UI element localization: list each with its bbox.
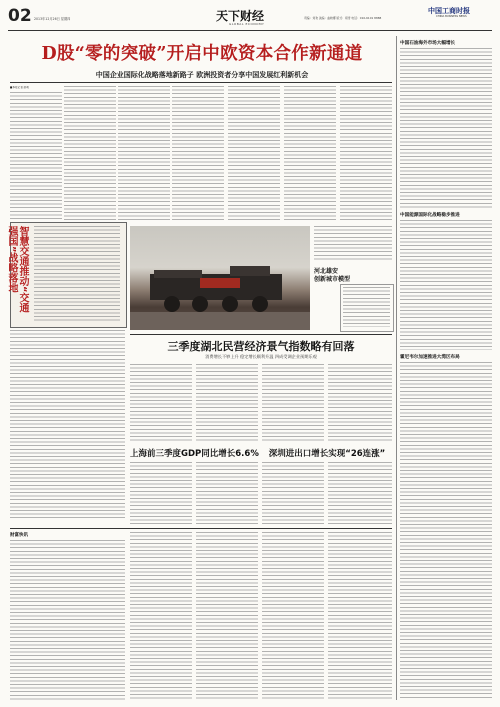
right-box3-text (400, 362, 492, 700)
photo-right-text (314, 226, 392, 262)
paper-name: 中国工商时报 (428, 7, 470, 15)
mid-rule-top (130, 334, 392, 335)
masthead (8, 6, 492, 36)
right-box1-title: 中国石油海外市场大幅增长 (400, 41, 456, 46)
photo-caption-sub: 创新城市模型 (314, 276, 351, 283)
paper-name-en: CHINA BUSINESS NEWS (436, 15, 467, 18)
mid-text-col4 (328, 364, 392, 442)
lead-subtitle: 中国企业国际化战略落地新路子 欧洲投资者分享中国发展红利新机会 (95, 71, 309, 79)
lead-text-col6 (284, 86, 336, 220)
lead-byline: ■本报记者 赵萌 (10, 86, 29, 89)
right-box2-text (400, 220, 492, 350)
lower-text-col1 (130, 532, 192, 700)
brief-column-title: 财富快讯 (10, 533, 28, 538)
mid-text-col3 (262, 364, 324, 442)
section-title: 天下财经 (216, 9, 265, 23)
lower-text-col3 (262, 532, 324, 700)
lower-text-col2 (196, 532, 258, 700)
lead-text-col3 (118, 86, 170, 220)
side-box-text (34, 226, 120, 322)
right-box1-text (400, 48, 492, 208)
bottom-left-text-col2 (196, 462, 258, 524)
bottom-left-text-col1 (130, 462, 192, 524)
editors-line: 责编：刘欢 美编：曲晓娜 版式：胡雪 电话：010-6101 8888 (304, 16, 382, 20)
mid-title: 三季度湖北民营经济景气指数略有回落 (167, 340, 355, 353)
side-box-title: 智慧交通推动“交通强国”战略落地 (6, 226, 28, 313)
lower-text-col4 (328, 532, 392, 700)
bottom-right-text-col2 (328, 462, 392, 524)
bottom-right-text-col1 (262, 462, 324, 524)
bottom-right-title: 深圳进出口增长实现“26连涨” (268, 449, 386, 459)
brief-text (10, 540, 125, 700)
mid-subtitle: 消费增长不够上升 稳定增长顺利升温 四成受调企业预期乐观 (205, 354, 317, 359)
date-line: 2013年12月26日 星期四 (34, 17, 71, 21)
train-illustration (130, 226, 310, 330)
lead-text-col1 (10, 92, 62, 220)
lead-text-col8 (10, 330, 125, 520)
section-title-en: GLOBAL ECONOMY (229, 22, 265, 26)
lead-rule (10, 82, 392, 83)
lead-text-col4 (172, 86, 224, 220)
lead-photo (130, 226, 310, 330)
mid-text-col1 (130, 364, 192, 442)
lower-rule (10, 528, 392, 529)
mid-text-col2 (196, 364, 258, 442)
lead-text-col2 (64, 86, 116, 220)
bottom-left-title: 上海前三季度GDP同比增长6.6% (130, 449, 259, 459)
right-col-divider (396, 36, 397, 700)
page-number: 02 (8, 6, 32, 26)
right-box2-title: 中国能源国际化战略稳步推进 (400, 213, 460, 218)
photo-caption-text (343, 287, 390, 327)
right-box3-title: 霍尼韦尔加速推进大湾区布局 (400, 355, 460, 360)
photo-caption-title: 河北雄安 (314, 268, 339, 275)
lead-text-col7 (340, 86, 392, 220)
lead-title: D股“零的突破”开启中欧资本合作新通道 (41, 44, 363, 64)
lead-text-col5 (228, 86, 280, 220)
masthead-rule (8, 30, 492, 31)
